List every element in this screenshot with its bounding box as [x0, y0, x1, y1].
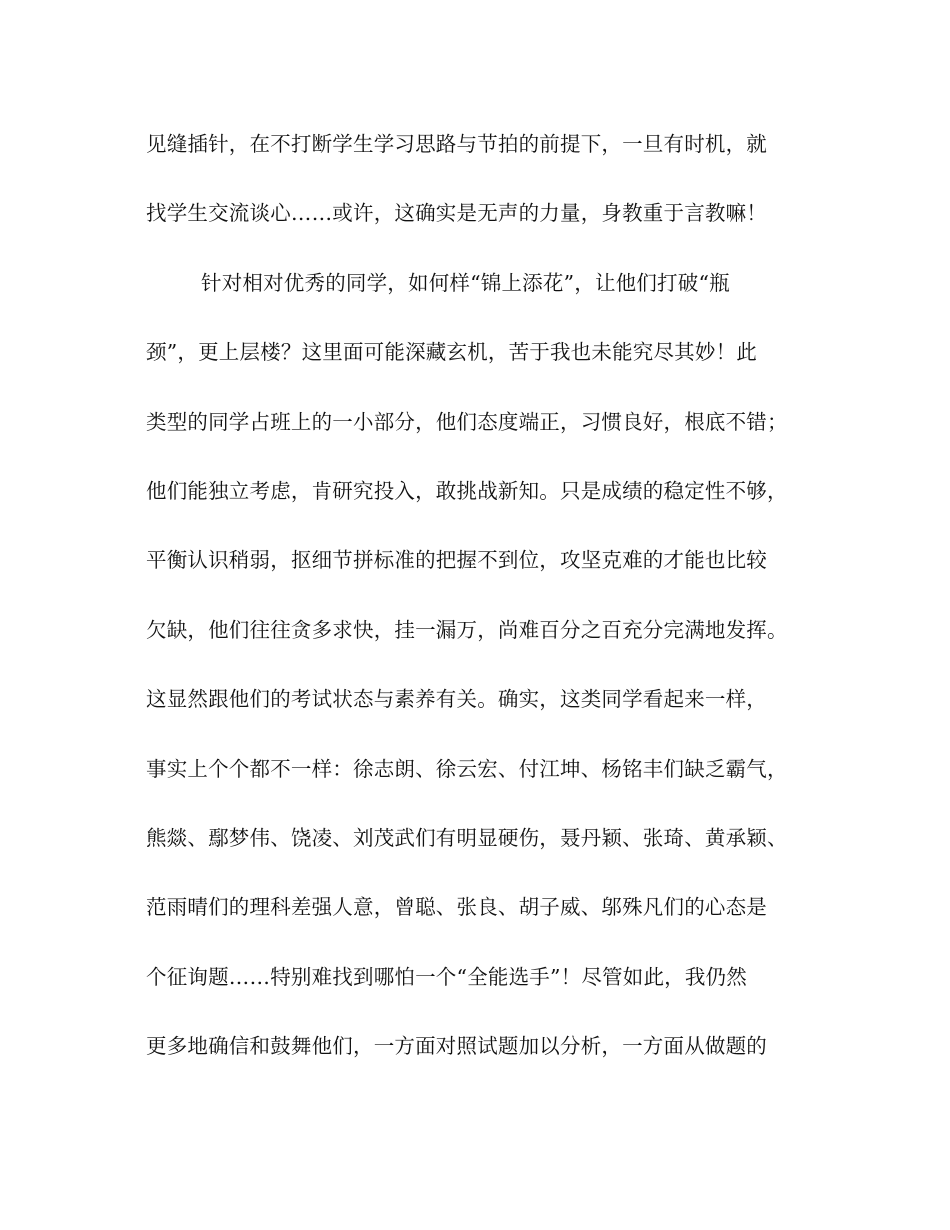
document-body [146, 122, 816, 1093]
text-line: 颈”，更上层楼？这里面可能深藏玄机，苦于我也未能究尽其妙！此 [146, 340, 757, 365]
text-line: 个征询题……特别难找到哪怕一个“全能选手”！尽管如此，我仍然 [146, 964, 747, 989]
text-line: 类型的同学占班上的一小部分，他们态度端正，习惯良好，根底不错； [146, 409, 788, 434]
text-line: 范雨晴们的理科差强人意，曾聪、张良、胡子威、邬殊凡们的心态是 [146, 895, 767, 920]
text-line: 他们能独立考虑，肯研究投入，敢挑战新知。只是成绩的稳定性不够， [146, 478, 788, 503]
text-line: 这显然跟他们的考试状态与素养有关。确实，这类同学看起来一样， [146, 687, 767, 712]
text-line: 找学生交流谈心……或许，这确实是无声的力量，身教重于言教嘛！ [146, 201, 767, 226]
text-line: 见缝插针，在不打断学生学习思路与节拍的前提下，一旦有时机，就 [146, 132, 767, 156]
paragraph-start-line: 针对相对优秀的同学，如何样“锦上添花”，让他们打破“瓶 [201, 270, 730, 295]
text-line: 事实上个个都不一样：徐志朗、徐云宏、付江坤、杨铭丰们缺乏霸气， [146, 756, 788, 781]
text-line: 平衡认识稍弱，抠细节拼标准的把握不到位，攻坚克难的才能也比较 [146, 548, 767, 573]
text-line: 熊燚、鄢梦伟、饶凌、刘茂武们有明显硬伤，聂丹颖、张琦、黄承颖、 [146, 825, 788, 850]
text-line: 更多地确信和鼓舞他们，一方面对照试题加以分析，一方面从做题的 [146, 1034, 767, 1059]
text-line: 欠缺，他们往往贪多求快，挂一漏万，尚难百分之百充分完满地发挥。 [146, 617, 788, 642]
